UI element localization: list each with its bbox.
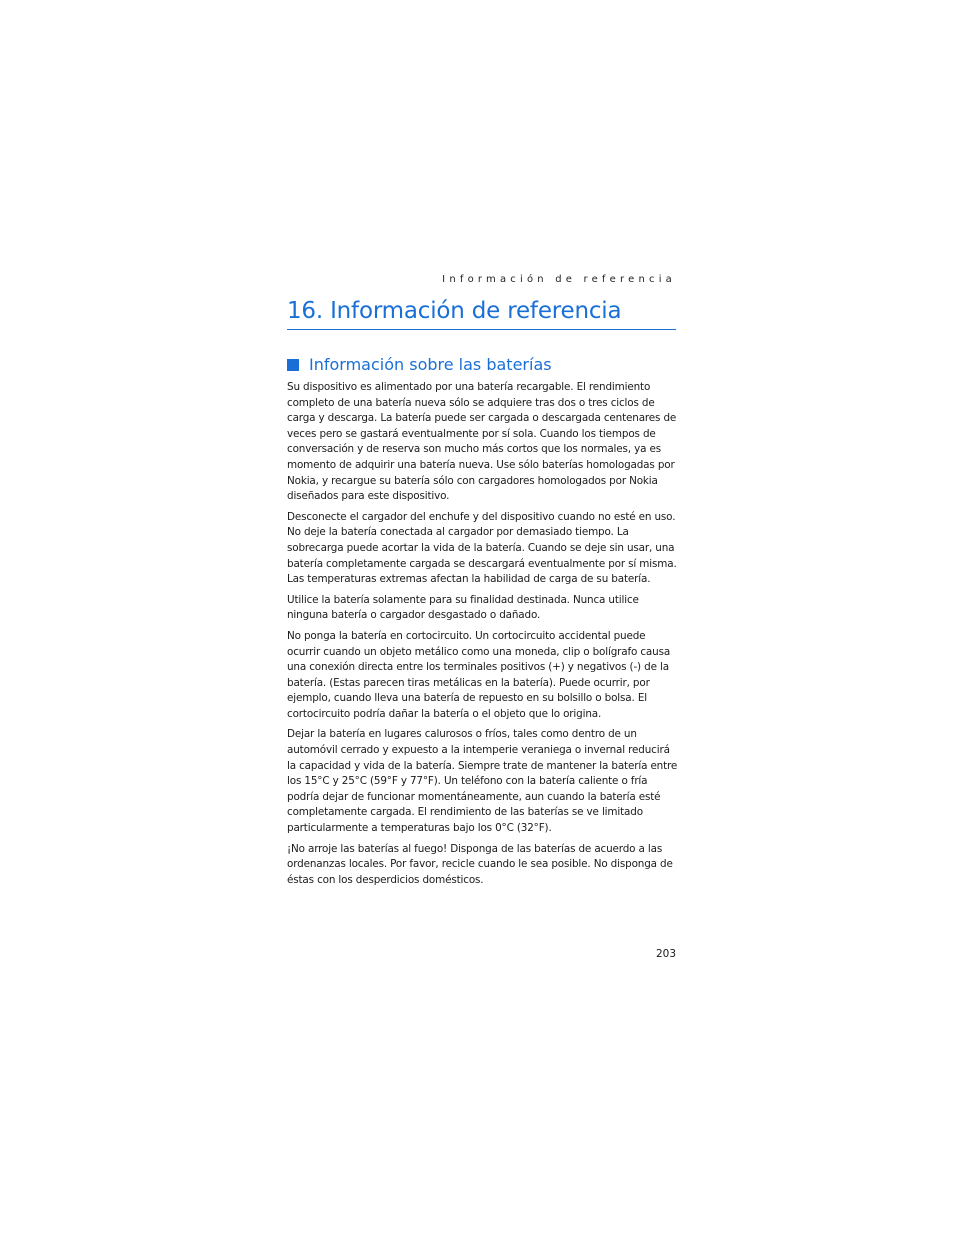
page-number: 203	[655, 948, 676, 960]
chapter-title-rule	[287, 329, 676, 330]
section-heading-text: Información sobre las baterías	[309, 355, 552, 374]
paragraph-4: No ponga la batería en cortocircuito. Un cortocircuito accidental puede ocurrir cuando un objeto metálico como una moneda, clip o bolígrafo causa una conexión directa entre los terminales positivos (+) y negativos (-) de la batería. (Estas parecen tiras metálicas en la batería). Puede ocurrir, por ejemplo, cuando lleva una batería de repuesto en su bolsillo o bolsa. El cortocircuito podría dañar la batería o el objeto que lo origina.	[287, 629, 671, 720]
paragraph-2: Desconecte el cargador del enchufe y del dispositivo cuando no esté en uso. No deje la batería conectada al cargador por demasiado tiempo. La sobrecarga puede acortar la vida de la batería. Cuando se deje sin usar, una batería completamente cargada se descargará eventualmente por sí misma. Las temperaturas extremas afectan la habilidad de carga de su batería.	[287, 510, 677, 586]
paragraph-5: Dejar la batería en lugares calurosos o fríos, tales como dentro de un automóvil cerrado y expuesto a la intemperie veraniega o invernal reducirá la capacidad y vida de la batería. Siempre trate de mantener la batería entre los 15°C y 25°C (59°F y 77°F). Un teléfono con la batería caliente o fría podría dejar de funcionar momentáneamente, aun cuando la batería esté completamente cargada. El rendimiento de las baterías se ve limitado particularmente a temperaturas bajo los 0°C (32°F).	[287, 728, 678, 835]
running-header: Información de referencia	[442, 274, 676, 285]
paragraph-6: ¡No arroje las baterías al fuego! Disponga de las baterías de acuerdo a las ordenanzas locales. Por favor, recicle cuando le sea posible. No disponga de éstas con los desperdicios domésticos.	[287, 842, 673, 886]
paragraph-3: Utilice la batería solamente para su finalidad destinada. Nunca utilice ninguna batería o cargador desgastado o dañado.	[287, 593, 639, 622]
square-bullet-icon	[287, 359, 299, 371]
body-text	[287, 380, 678, 893]
section-heading	[287, 354, 676, 376]
chapter-title: 16. Información de referencia	[287, 298, 622, 324]
paragraph-1: Su dispositivo es alimentado por una batería recargable. El rendimiento completo de una batería nueva sólo se adquiere tras dos o tres ciclos de carga y descarga. La batería puede ser cargada o descargada centenares de veces pero se gastará eventualmente por sí sola. Cuando los tiempos de conversación y de reserva son mucho más cortos que los normales, ya es momento de adquirir una batería nueva. Use sólo baterías homologadas por Nokia, y recargue su batería sólo con cargadores homologados por Nokia diseñados para este dispositivo.	[287, 381, 677, 503]
